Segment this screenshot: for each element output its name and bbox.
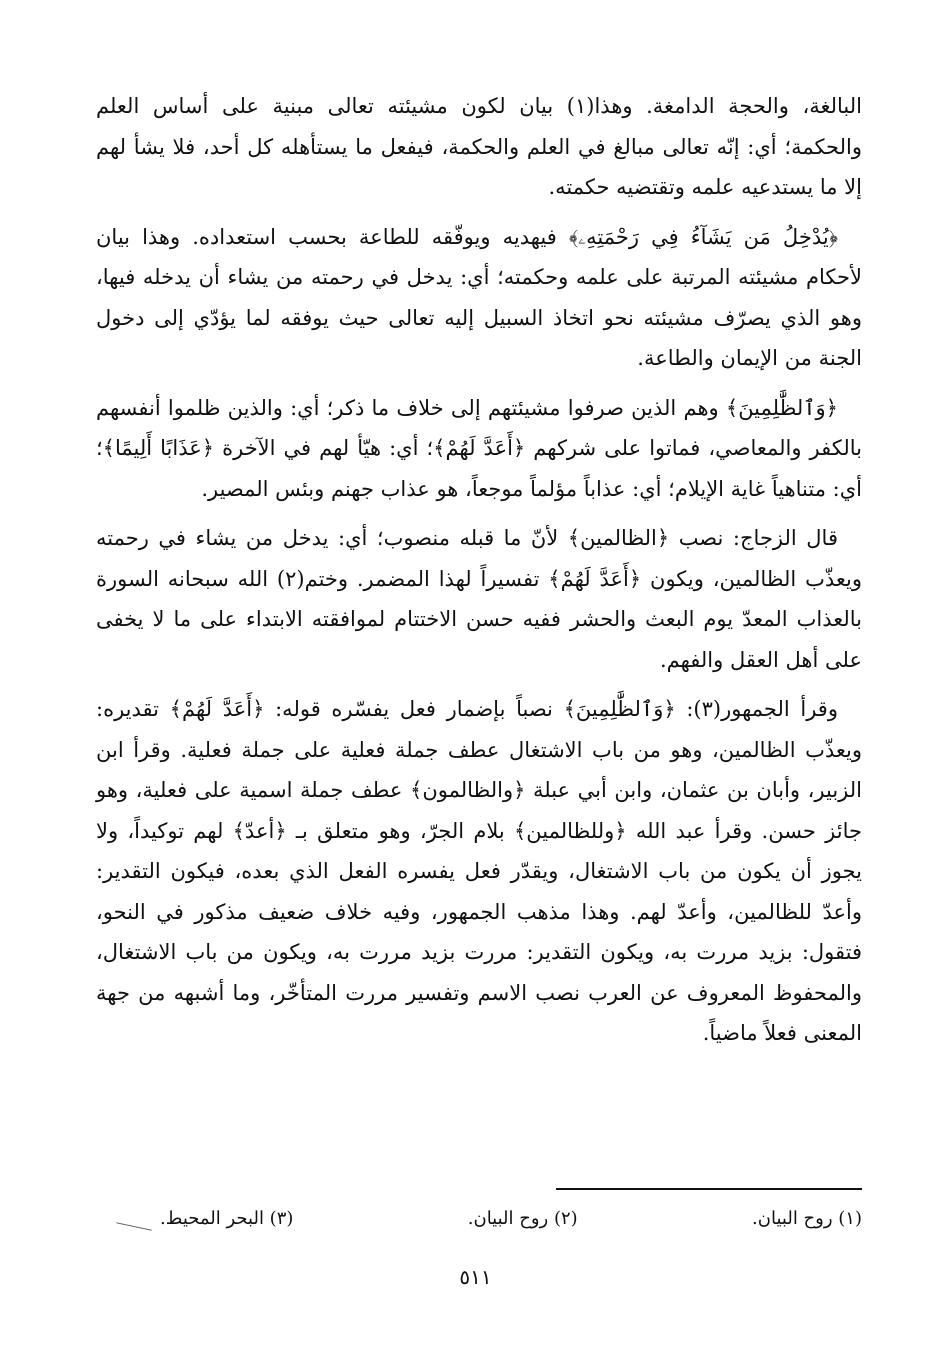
paragraph-5: وقرأ الجمهور(٣): ﴿وَٱلظَّٰلِمِينَ﴾ نصباً بإضمار فعل يفسّره قوله: ﴿أَعَدَّ لَهُمْ﴾ تقديره: ويعذّب الظالمين، وهو من باب الاشتغال عطف جملة فعلية على جملة فعلية. وقرأ ابن الزبير، وأبان بن عثمان، وابن أبي عبلة ﴿والظالمون﴾ عطف جملة اسمية على فعلية، وهو جائز حسن. وقرأ عبد الله ﴿وللظالمين﴾ بلام الجرّ، وهو متعلق بـ ﴿أعدّ﴾ لهم توكيداً، ولا يجوز أن يكون من باب الاشتغال، ويقدّر فعل يفسره الفعل الذي بعده، فيكون التقدير: وأعدّ للظالمين، وأعدّ لهم. وهذا مذهب الجمهور، وفيه خلاف ضعيف مذكور في النحو، فتقول: بزيد مررت به، ويكون التقدير: مررت بزيد مررت به، ويكون من باب الاشتغال، والمحفوظ المعروف عن العرب نصب الاسم وتفسير مررت المتأخّر، وما أشبهه من جهة المعنى فعلاً ماضياً.	[96, 697, 862, 1045]
footnote-3: (٣) البحر المحيط.	[160, 1208, 294, 1229]
paragraph-3: ﴿وَٱلظَّٰلِمِينَ﴾ وهم الذين صرفوا مشيئتهم إلى خلاف ما ذكر؛ أي: والذين ظلموا أنفسهم بالكفر والمعاصي، فماتوا على شركهم ﴿أَعَدَّ لَهُمْ﴾؛ أي: هيّأ لهم في الآخرة ﴿عَذَابًا أَلِيمًا﴾؛ أي: متناهياً غاية الإيلام؛ أي: عذاباً مؤلماً موجعاً، هو عذاب جهنم وبئس المصير.	[96, 395, 862, 501]
footnotes	[160, 1202, 862, 1236]
footnote-1: (١) روح البيان.	[752, 1208, 862, 1229]
footnote-separator	[556, 1188, 862, 1190]
paragraph-4: قال الزجاج: نصب ﴿الظالمين﴾ لأنّ ما قبله منصوب؛ أي: يدخل من يشاء في رحمته ويعذّب الظالمين، ويكون ﴿أَعَدَّ لَهُمْ﴾ تفسيراً لهذا المضمر. وختم(٢) الله سبحانه السورة بالعذاب المعدّ يوم البعث والحشر ففيه حسن الاختتام لموافقته الابتداء على ما لا يخفى على أهل العقل والفهم.	[96, 526, 862, 672]
paragraph-2: ﴿يُدْخِلُ مَن يَشَآءُ فِي رَحْمَتِهِۦ﴾ فيهديه ويوفّقه للطاعة بحسب استعداده. وهذا بيان لأحكام مشيئته المرتبة على علمه وحكمته؛ أي: يدخل في رحمته من يشاء أن يدخله فيها، وهو الذي يصرّف مشيئته نحو اتخاذ السبيل إليه تعالى حيث يوفقه لما يؤدّي إلى دخول الجنة من الإيمان والطاعة.	[96, 224, 862, 370]
paragraph-1: البالغة، والحجة الدامغة. وهذا(١) بيان لكون مشيئته تعالى مبنية على أساس العلم والحكمة؛ أي: إنّه تعالى مبالغ في العلم والحكمة، فيفعل ما يستأهله كل أحد، فلا يشأ لهم إلا ما يستدعيه علمه وتقتضيه حكمته.	[96, 94, 862, 199]
main-text-body	[96, 86, 862, 1063]
page-number: ٥١١	[459, 1265, 492, 1289]
scan-mark	[116, 1222, 151, 1230]
footnote-2: (٢) روح البيان.	[467, 1208, 578, 1229]
